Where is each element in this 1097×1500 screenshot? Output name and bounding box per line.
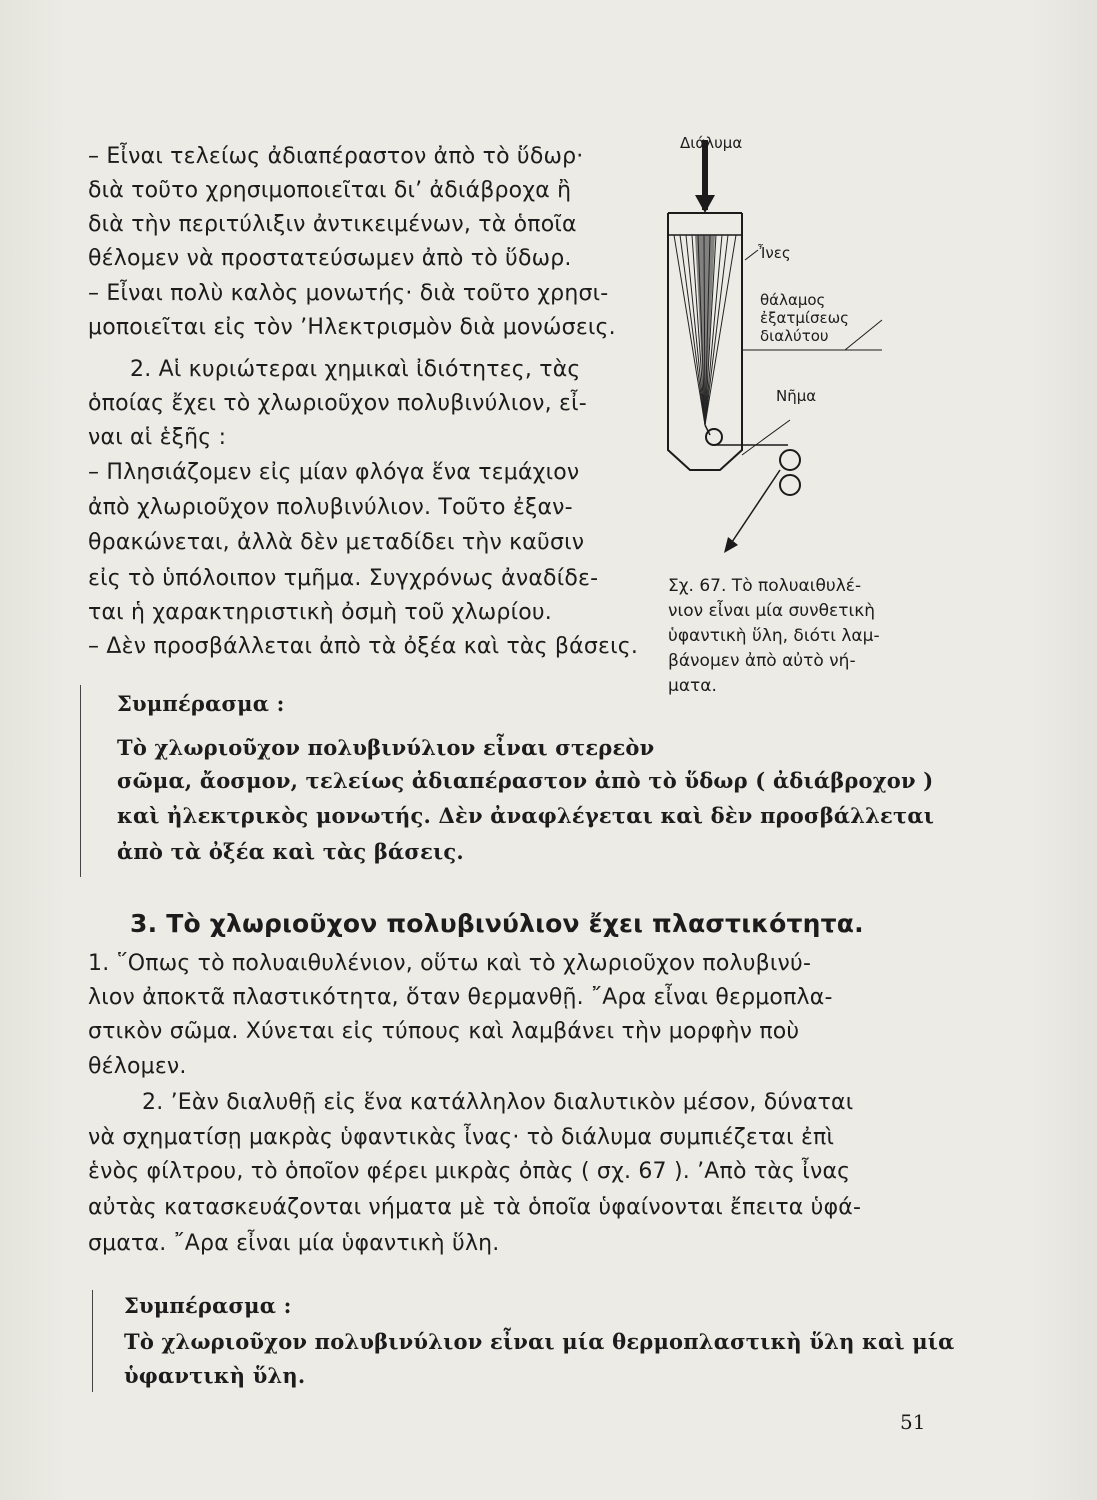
conclusion-bar — [92, 1290, 93, 1392]
paragraph-line: σματα. ῎Αρα εἶναι μία ὑφαντικὴ ὕλη. — [88, 1231, 500, 1256]
paragraph-line: ὁποίας ἔχει τὸ χλωριοῦχον πολυβινύλιον, εἶ- — [88, 391, 587, 416]
paragraph-line: αὐτὰς κατασκευάζονται νήματα μὲ τὰ ὁποῖα ὑφαίνονται ἔπειτα ὑφά- — [88, 1195, 862, 1220]
label-chamber: ἐξατμίσεως — [760, 309, 849, 327]
paragraph-line: ἀπὸ χλωριοῦχον πολυβινύλιον. Τοῦτο ἐξαν- — [88, 495, 573, 520]
paragraph-line: – Πλησιάζομεν εἰς μίαν φλόγα ἕνα τεμάχιον — [88, 460, 580, 485]
paragraph-line: 2. ’Εὰν διαλυθῇ εἰς ἕνα κατάλληλον διαλυτικὸν μέσον, δύναται — [142, 1090, 854, 1115]
conclusion-bar — [80, 685, 81, 877]
paragraph-line: – Εἶναι τελείως ἀδιαπέραστον ἀπὸ τὸ ὕδωρ· — [88, 144, 584, 169]
conclusion-line: καὶ ἠλεκτρικὸς μονωτής. Δὲν ἀναφλέγεται καὶ δὲν προσβάλλεται — [117, 803, 935, 828]
paragraph-line: 1. ῞Οπως τὸ πολυαιθυλένιον, οὕτω καὶ τὸ χλωριοῦχον πολυβινύ- — [88, 951, 812, 976]
spinneret-diagram — [650, 125, 900, 565]
conclusion-line: Τὸ χλωριοῦχον πολυβινύλιον εἶναι στερεὸν — [117, 735, 655, 760]
paragraph-line: θέλομεν. — [88, 1054, 187, 1079]
conclusion-line: ὑφαντικὴ ὕλη. — [124, 1363, 306, 1388]
conclusion-line: σῶμα, ἄοσμον, τελείως ἀδιαπέραστον ἀπὸ τὸ ὕδωρ ( ἀδιάβροχον ) — [117, 768, 934, 793]
paragraph-line: νὰ σχηματίσῃ μακρὰς ὑφαντικὰς ἶνας· τὸ διάλυμα συμπιέζεται ἐπὶ — [88, 1125, 835, 1150]
yarn-line — [730, 470, 780, 545]
paragraph-line: ναι αἱ ἑξῆς : — [88, 425, 227, 450]
paragraph-line: διὰ τὴν περιτύλιξιν ἀντικειμένων, τὰ ὁποῖα — [88, 212, 577, 237]
conclusion-title: Συμπέρασμα : — [117, 691, 285, 716]
paragraph-line: ται ἡ χαρακτηριστικὴ ὀσμὴ τοῦ χλωρίου. — [88, 600, 553, 625]
paragraph-line: 2. Αἱ κυριώτεραι χημικαὶ ἰδιότητες, τὰς — [130, 357, 581, 382]
page-number: 51 — [900, 1410, 926, 1434]
paragraph-line: εἰς τὸ ὑπόλοιπον τμῆμα. Συγχρόνως ἀναδίδε- — [88, 566, 599, 591]
roller-bottom — [780, 475, 800, 495]
paragraph-line: ἑνὸς φίλτρου, τὸ ὁποῖον φέρει μικρὰς ὀπὰς ( σχ. 67 ). ’Απὸ τὰς ἶνας — [88, 1159, 851, 1184]
label-chamber: θάλαμος — [760, 291, 826, 309]
caption-line: ὑφαντικὴ ὕλη, διότι λαμ- — [668, 626, 880, 646]
conclusion-title: Συμπέρασμα : — [124, 1293, 292, 1318]
roller-top — [780, 450, 800, 470]
conclusion-line: Τὸ χλωριοῦχον πολυβινύλιον εἶναι μία θερμοπλαστικὴ ὕλη καὶ μία — [124, 1329, 955, 1354]
label-yarn: Νῆμα — [776, 387, 817, 405]
paragraph-line: – Δὲν προσβάλλεται ἀπὸ τὰ ὀξέα καὶ τὰς βάσεις. — [88, 634, 639, 659]
section-heading: 3. Τὸ χλωριοῦχον πολυβινύλιον ἔχει πλαστικότητα. — [130, 909, 864, 938]
label-fibers: Ἶνες — [758, 244, 791, 262]
label-chamber: διαλύτου — [760, 327, 829, 345]
paragraph-line: διὰ τοῦτο χρησιμοποιεῖται δι’ ἀδιάβροχα ἢ — [88, 178, 572, 203]
conclusion-line: ἀπὸ τὰ ὀξέα καὶ τὰς βάσεις. — [117, 839, 464, 864]
label-solution: Διάλυμα — [680, 134, 743, 152]
inlet-arrow — [695, 195, 715, 213]
paragraph-line: θέλομεν νὰ προστατεύσωμεν ἀπὸ τὸ ὕδωρ. — [88, 246, 572, 271]
paragraph-line: θρακώνεται, ἀλλὰ δὲν μεταδίδει τὴν καῦσιν — [88, 530, 585, 555]
caption-line: βάνομεν ἀπὸ αὐτὸ νή- — [668, 651, 856, 671]
caption-line: ματα. — [668, 676, 717, 696]
paragraph-line: στικὸν σῶμα. Χύνεται εἰς τύπους καὶ λαμβάνει τὴν μορφὴν ποὺ — [88, 1019, 800, 1044]
caption-line: νιον εἶναι μία συνθετικὴ — [668, 601, 876, 621]
caption-line: Σχ. 67. Τὸ πολυαιθυλέ- — [668, 576, 862, 596]
inner-roller — [706, 429, 722, 445]
paragraph-line: λιον ἀποκτᾶ πλαστικότητα, ὅταν θερμανθῇ. ῎Αρα εἶναι θερμοπλα- — [88, 985, 833, 1010]
paragraph-line: – Εἶναι πολὺ καλὸς μονωτής· διὰ τοῦτο χρησι- — [88, 281, 609, 306]
paragraph-line: μοποιεῖται εἰς τὸν ’Ηλεκτρισμὸν διὰ μονώσεις. — [88, 315, 616, 340]
